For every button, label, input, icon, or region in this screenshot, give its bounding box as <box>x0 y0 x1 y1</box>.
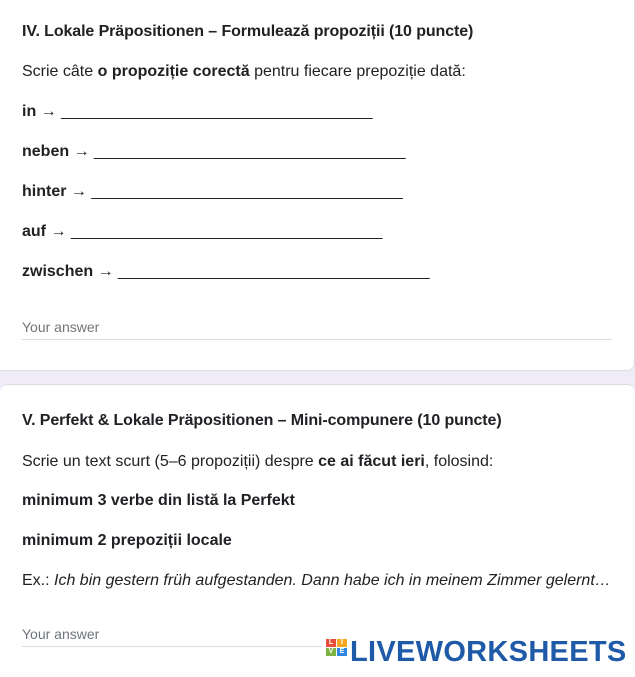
requirement-prepositions: minimum 2 prepoziții locale <box>22 532 232 549</box>
section-5-answer-input[interactable] <box>22 622 322 647</box>
section-4-instruction: Scrie câte o propoziție corectă pentru fiecare prepoziție dată: <box>22 63 466 80</box>
preposition-item-in: in → ___________________________________ <box>22 103 373 120</box>
logo-blocks-icon: L I V E <box>326 639 347 665</box>
preposition-item-zwischen: zwischen → ___________________________________ <box>22 263 430 280</box>
logo-text: LIVEWORKSHEETS <box>350 635 627 668</box>
section-4-title: IV. Lokale Präpositionen – Formulează propoziții (10 puncte) <box>22 23 474 40</box>
example-sentence: Ex.: Ich bin gestern früh aufgestanden. Dann habe ich in meinem Zimmer gelernt… <box>22 572 611 589</box>
preposition-item-hinter: hinter → ___________________________________ <box>22 183 403 200</box>
preposition-item-auf: auf → ___________________________________ <box>22 223 383 240</box>
section-4-answer-input[interactable] <box>22 315 612 340</box>
section-5-instruction: Scrie un text scurt (5–6 propoziții) despre ce ai făcut ieri, folosind: <box>22 453 494 470</box>
requirement-verbs: minimum 3 verbe din listă la Perfekt <box>22 492 295 509</box>
question-card-section-5 <box>0 384 635 677</box>
liveworksheets-logo <box>326 636 627 668</box>
preposition-item-neben: neben → ___________________________________ <box>22 143 406 160</box>
section-5-title: V. Perfekt & Lokale Präpositionen – Mini-compunere (10 puncte) <box>22 412 502 429</box>
